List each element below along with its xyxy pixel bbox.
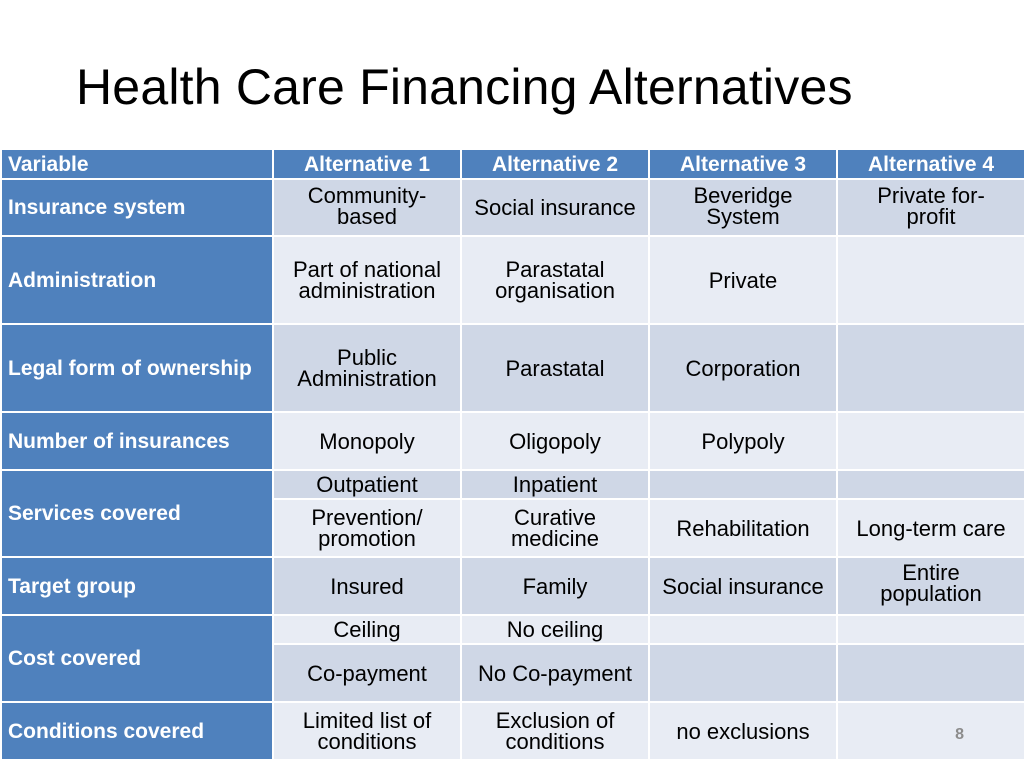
page-number: 8 xyxy=(955,726,964,743)
cell-line: System xyxy=(706,204,780,229)
table-cell xyxy=(837,644,1024,702)
cell-line: population xyxy=(880,581,982,606)
table-cell xyxy=(273,236,461,324)
table-row-services-covered xyxy=(1,470,1024,499)
table-cell xyxy=(273,499,461,557)
header-alternative-1: Alternative 1 xyxy=(273,149,461,179)
cell-line: Part of national xyxy=(293,257,441,282)
row-label: Administration xyxy=(1,236,273,324)
header-alternative-2: Alternative 2 xyxy=(461,149,649,179)
cell-line: organisation xyxy=(495,278,615,303)
table-cell xyxy=(837,615,1024,644)
table-cell xyxy=(273,179,461,236)
cell-line: Community- xyxy=(307,183,427,208)
table-cell: Family xyxy=(461,557,649,615)
table-cell: Parastatal xyxy=(461,324,649,412)
cell-line: Prevention/ xyxy=(311,505,423,530)
row-label: Conditions covered xyxy=(1,702,273,760)
table-cell: Long-term care xyxy=(837,499,1024,557)
table-cell xyxy=(649,644,837,702)
table-cell xyxy=(649,615,837,644)
cell-line: Limited list of xyxy=(302,708,432,733)
table-cell xyxy=(649,179,837,236)
table-cell: Rehabilitation xyxy=(649,499,837,557)
table-cell: Private xyxy=(649,236,837,324)
table-cell: No ceiling xyxy=(461,615,649,644)
table-cell: Insured xyxy=(273,557,461,615)
table-cell: Inpatient xyxy=(461,470,649,499)
table-cell xyxy=(837,179,1024,236)
table-cell xyxy=(837,470,1024,499)
financing-alternatives-table xyxy=(0,148,1024,761)
slide-title: Health Care Financing Alternatives xyxy=(76,59,853,115)
table-cell: Social insurance xyxy=(461,179,649,236)
cell-line: conditions xyxy=(317,729,417,754)
row-label: Cost covered xyxy=(1,615,273,702)
header-variable: Variable xyxy=(1,149,273,179)
cell-line: Private for- xyxy=(877,183,985,208)
cell-line: Public xyxy=(337,345,397,370)
row-label: Insurance system xyxy=(1,179,273,236)
cell-line: medicine xyxy=(510,526,600,551)
cell-line: Beveridge xyxy=(693,183,793,208)
table-cell: Outpatient xyxy=(273,470,461,499)
row-label: Services covered xyxy=(1,470,273,557)
table-cell: no exclusions xyxy=(649,702,837,760)
table-row-insurance-system xyxy=(1,179,1024,236)
cell-line: Parastatal xyxy=(505,257,605,282)
table-row-legal-form xyxy=(1,324,1024,412)
cell-line: Curative xyxy=(514,505,596,530)
table-cell: Monopoly xyxy=(273,412,461,470)
cell-line: based xyxy=(337,204,397,229)
table-cell: Polypoly xyxy=(649,412,837,470)
table-row-number-of-insurances xyxy=(1,412,1024,470)
table-cell xyxy=(461,702,649,760)
table-row-administration xyxy=(1,236,1024,324)
table-cell: Co-payment xyxy=(273,644,461,702)
row-label: Number of insurances xyxy=(1,412,273,470)
table-cell xyxy=(461,499,649,557)
header-alternative-3: Alternative 3 xyxy=(649,149,837,179)
row-label: Legal form of ownership xyxy=(1,324,273,412)
table-cell: Corporation xyxy=(649,324,837,412)
table-cell: Oligopoly xyxy=(461,412,649,470)
row-label: Target group xyxy=(1,557,273,615)
table-cell: Ceiling xyxy=(273,615,461,644)
table-cell xyxy=(649,470,837,499)
table-cell xyxy=(461,236,649,324)
cell-line: Administration xyxy=(297,366,437,391)
table-cell: No Co-payment xyxy=(461,644,649,702)
table-cell xyxy=(837,324,1024,412)
cell-line: conditions xyxy=(505,729,605,754)
cell-line: Entire xyxy=(902,560,960,585)
table-row-target-group xyxy=(1,557,1024,615)
table-cell xyxy=(837,557,1024,615)
header-alternative-4: Alternative 4 xyxy=(837,149,1024,179)
table-row-conditions-covered xyxy=(1,702,1024,760)
table-row-cost-covered xyxy=(1,615,1024,644)
cell-line: administration xyxy=(298,278,436,303)
table-header-row xyxy=(1,149,1024,179)
cell-line: profit xyxy=(906,204,956,229)
table-cell: Social insurance xyxy=(649,557,837,615)
table-cell xyxy=(837,236,1024,324)
cell-line: promotion xyxy=(318,526,416,551)
table-cell xyxy=(273,702,461,760)
cell-line: Exclusion of xyxy=(495,708,615,733)
table-cell xyxy=(837,412,1024,470)
table-cell xyxy=(837,702,1024,760)
table-cell xyxy=(273,324,461,412)
